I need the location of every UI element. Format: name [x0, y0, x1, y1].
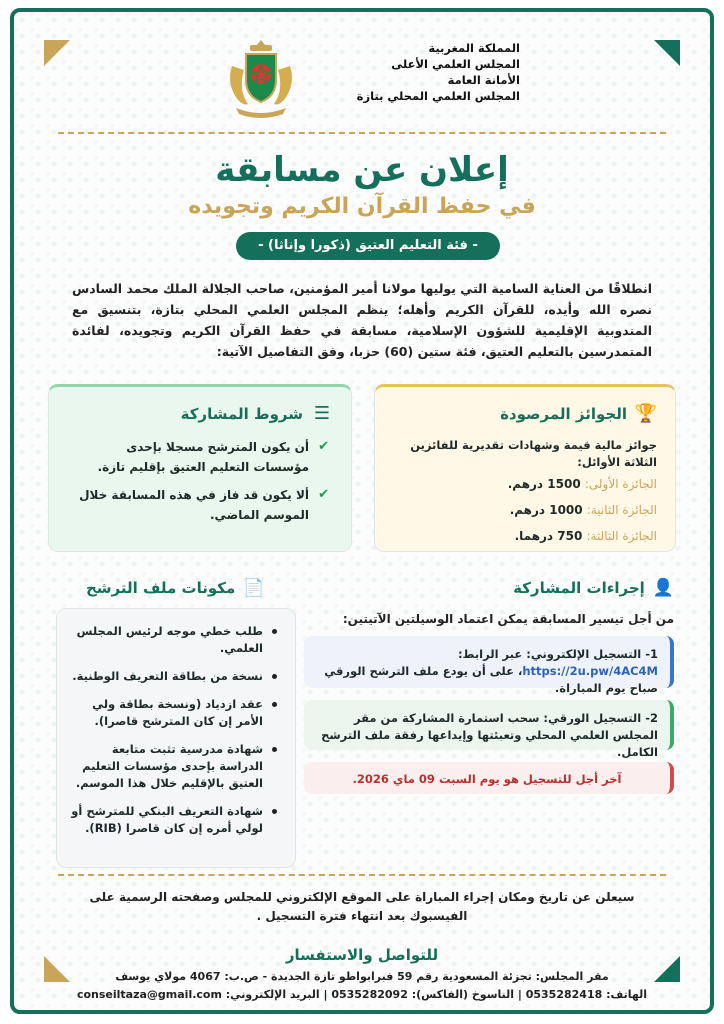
page-title: إعلان عن مسابقة — [215, 150, 509, 190]
file-item: طلب خطي موجه لرئيس المجلس العلمي. — [71, 623, 281, 657]
online-registration-prefix: 1- التسجيل الإلكتروني: عبر الرابط: — [457, 647, 658, 661]
files-title-label: مكونات ملف الترشح — [86, 579, 236, 597]
institution-names — [357, 40, 520, 104]
paper-registration-box: 2- التسجيل الورقي: سحب استمارة المشاركة من مقر المجلس العلمي المحلي وتعبئتها وإيداعها رفقة ملف الترشح الكامل. — [304, 700, 674, 750]
files-list — [71, 623, 281, 848]
contact-phones: الهاتف: 0535282418 | الناسوخ (الفاكس): 0535282092 | البريد الإلكتروني: conseiltaza@gmail.com — [76, 988, 648, 1001]
announcement-text: سيعلن عن تاريخ ومكان إجراء المباراة على الموقع الإلكتروني للمجلس وصفحته الرسمية على الفيسبوك بعد انتهاء فترة التسجيل . — [89, 890, 635, 923]
prize-value: 750 درهما. — [514, 529, 583, 543]
contact-title: للتواصل والاستفسار — [285, 946, 439, 964]
deadline-box: آخر أجل للتسجيل هو يوم السبت 09 ماي 2026. — [304, 762, 674, 794]
prize-label: الجائزة الثالثة: — [586, 529, 657, 543]
condition-text: ألا يكون قد فاز في هذه المسابقة خلال الموسم الماضي. — [79, 488, 309, 522]
divider-top — [58, 132, 666, 134]
moroccan-coat-of-arms-icon — [220, 36, 302, 120]
online-registration-box — [304, 636, 674, 695]
conditions-title-label: شروط المشاركة — [180, 404, 303, 423]
prize-row — [510, 503, 657, 517]
prize-row — [508, 477, 657, 491]
file-item: عقد ازدياد (ونسخة بطاقة ولي الأمر إن كان المترشح قاصرا). — [71, 696, 281, 730]
prizes-card — [374, 384, 676, 552]
institution-line: المملكة المغربية — [428, 41, 520, 55]
prize-label: الجائزة الثانية: — [586, 503, 657, 517]
check-icon: ✔ — [318, 487, 329, 502]
institution-line: المجلس العلمي الأعلى — [391, 57, 520, 71]
institution-line: المجلس العلمي المحلي بتازة — [356, 89, 520, 103]
file-item: شهادة مدرسية تثبت متابعة الدراسة بإحدى مؤسسات التعليم العتيق بالإقليم خلال هذا الموسم. — [71, 741, 281, 792]
divider-bottom — [58, 874, 666, 876]
contact-address: مقر المجلس: تجزئة المسعودية رقم 59 فبرابواطو تازة الجديدة - ص.ب: 4067 مولاي يوسف — [115, 970, 609, 983]
online-registration-suffix: ، على أن يودع ملف الترشح الورقي صباح يوم المباراة. — [324, 664, 658, 695]
file-item: شهادة التعريف البنكي للمترشح أو لولي أمره إن كان قاصرا (RIB). — [71, 803, 281, 837]
registration-link[interactable]: https://2u.pw/4AC4M — [522, 664, 658, 678]
checklist-icon: ☰ — [313, 403, 331, 424]
condition-item — [79, 437, 329, 477]
intro-paragraph: انطلاقًا من العناية السامية التي يوليها مولانا أمير المؤمنين، صاحب الجلالة الملك محمد السادس نصره الله وأيده، للقرآن الكريم وأهله؛ ينظم المجلس العلمي المحلي بتازة، بتنسيق مع المندوبية الإقليمية للشؤون الإسلامية، مسابقة في حفظ القرآن الكريم وتجويده، لفائدة المتمدرسين بالتعليم العتيق، فئة ستين (60) حزبا، وفق التفاصيل الآتية: — [72, 281, 652, 359]
corner-ornament-top-right — [654, 40, 680, 66]
prizes-intro: جوائز مالية قيمة وشهادات تقديرية للفائزين الثلاثة الأوائل: — [410, 438, 657, 469]
prize-label: الجائزة الأولى: — [584, 477, 657, 491]
condition-text: أن يكون المترشح مسجلا بإحدى مؤسسات التعليم العتيق بإقليم تازة. — [97, 440, 309, 474]
trophy-icon: 🏆 — [634, 403, 657, 424]
prize-value: 1500 درهم. — [507, 477, 581, 491]
file-item: نسخة من بطاقة التعريف الوطنية. — [71, 668, 281, 685]
conditions-title — [181, 403, 333, 424]
user-plus-icon: 👤 — [652, 578, 674, 598]
conditions-card — [48, 384, 352, 552]
prize-value: 1000 درهم. — [509, 503, 583, 517]
files-title — [86, 578, 264, 598]
procedures-intro: من أجل تيسير المسابقة يمكن اعتماد الوسيلتين الآتيتين: — [342, 612, 674, 626]
corner-ornament-top-left — [44, 40, 70, 66]
header — [220, 36, 520, 126]
files-card — [56, 608, 296, 868]
prizes-title-label: الجوائز المرصودة — [500, 404, 627, 423]
check-icon: ✔ — [318, 439, 329, 454]
procedures-title-label: إجراءات المشاركة — [513, 579, 645, 597]
prizes-title — [500, 403, 657, 424]
category-badge: - فئة التعليم العتيق (ذكورا وإناثا) - — [236, 232, 500, 260]
page-subtitle: في حفظ القرآن الكريم وتجويده — [188, 194, 536, 219]
document-icon: 📄 — [243, 578, 265, 598]
procedures-title — [513, 578, 674, 598]
conditions-list — [79, 437, 329, 533]
announcement-page — [10, 8, 714, 1014]
prize-row — [515, 529, 657, 543]
condition-item — [79, 485, 329, 525]
institution-line: الأمانة العامة — [447, 73, 520, 87]
